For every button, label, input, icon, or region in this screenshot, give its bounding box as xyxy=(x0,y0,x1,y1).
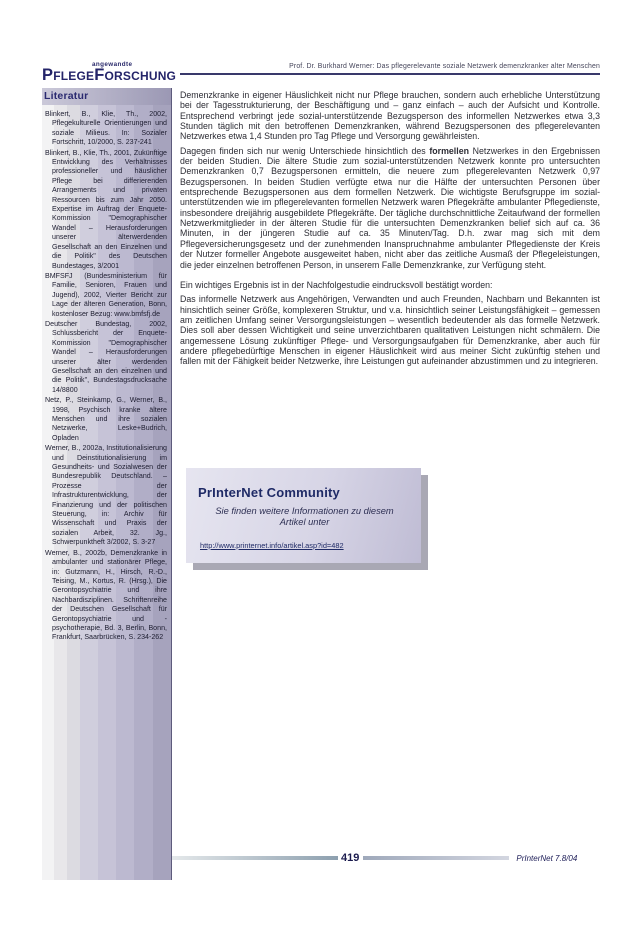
reference-entry: Netz, P., Steinkamp, G., Werner, B., 1998, Psychisch kranke ältere Menschen und ihre sozialen Netzwerke, Leske+Budrich, Opladen xyxy=(45,396,167,442)
reference-entry: Blinkert, B., Klie, Th., 2002, Pflegekulturelle Orientierungen und soziale Milieus. In: Sozialer Fortschritt, 10/2000, S. 237-241 xyxy=(45,110,167,147)
page-number: 419 xyxy=(341,851,360,864)
page-title: PflegeForschung xyxy=(42,66,177,84)
page-footer xyxy=(172,851,600,865)
paragraph-4 xyxy=(180,294,600,366)
community-article-link[interactable]: http://www.printernet.info/artikel.asp?id=482 xyxy=(200,541,344,550)
paragraph-2 xyxy=(180,146,600,270)
community-box-title: PrInterNet Community xyxy=(198,485,340,500)
running-head xyxy=(180,63,600,70)
footer-rule-right xyxy=(363,856,509,860)
reference-entry: Werner, B., 2002a, Institutionalisierung und Deinstitutionalisierung im Gesundheits- und Sozialwesen der Bundesrepublik Deutschland. – Prozesse der Infrastrukturentwicklung, der Finanzierung und der politischen Steuerung, in: Archiv für Wissenschaft und Praxis der sozialen Arbeit, 32. Jg., Schwerpunktheft 3/2002, S. 3-27 xyxy=(45,444,167,547)
reference-entry: Deutscher Bundestag, 2002, Schlussbericht der Enquete-Kommission "Demographischer Wandel – Herausforderungen unserer älter werdenden Gesellschaft an den einzelnen und die Politik", Bundestagsdrucksache 14/8800 xyxy=(45,319,167,394)
section-overline: angewandte xyxy=(92,61,133,68)
community-info-box xyxy=(186,468,421,563)
paragraph-3-text: Ein wichtiges Ergebnis ist in der Nachfolgestudie eindrucksvoll bestätigt worden: xyxy=(180,279,493,290)
running-head-text: Prof. Dr. Burkhard Werner: Das pflegerelevante soziale Netzwerk demenzkranker alter Menschen xyxy=(289,63,600,70)
footer-rule-left xyxy=(172,856,338,860)
paragraph-4-text: Das informelle Netzwerk aus Angehörigen, Verwandten und auch Freunden, Nachbarn und Bekannten ist hinsichtlich seiner Größe, komplexeren Struktur, und v.a. hinsichtlich seiner Leistungsfähigkeit – gemessen am zeitlichen Umfang seiner Versorgungsleistungen – wesentlich bedeutender als das formelle Netzwerk. Dies soll aber dessen Wichtigkeit und seine unverzichtbaren qualitativen Leistungen nicht schmälern. Die angemessene Lösung zukünftiger Pflege- und Versorgungsaufgaben für Demenzkranke, aber auch für andere pflegebedürftige Menschen in eigener Häuslichkeit wird aus meiner Sicht zukünftig stehen und fallen mit der Fähigkeit beider Netzwerke, ihre Leistungen gut aufeinander abzustimmen und zu integrieren. xyxy=(180,294,600,367)
paragraph-3 xyxy=(180,280,600,290)
paragraph-2-text-a: Dagegen finden sich nur wenig Unterschiede hinsichtlich des xyxy=(180,145,430,156)
journal-issue-label: PrInterNet 7.8/04 xyxy=(516,853,578,863)
sidebar-heading: Literatur xyxy=(42,88,171,105)
reference-list xyxy=(42,105,171,643)
reference-entry: BMFSFJ (Bundesministerium für Familie, Senioren, Frauen und Jugend), 2002, Vierter Bericht zur Lage der älteren Generation, Bonn, kostenloser Bezug: www.bmfsfj.de xyxy=(45,271,167,318)
reference-entry: Blinkert, B., Klie, Th., 2001, Zukünftige Entwicklung des Verhältnisses professioneller und häuslicher Pflege bei differierenden Arrangements und privaten Ressourcen bis zum Jahr 2050. Expertise im Auftrag der Enquete-Kommission "Demographischer Wandel – Herausforderungen unserer älterwerdenden Gesellschaft an den Einzelnen und die Politik" des Deutschen Bundestages, 3/2001 xyxy=(45,148,167,270)
paragraph-1 xyxy=(180,90,600,142)
paragraph-2-text-b: Netzwerkes in den Ergebnissen der beiden Studien. Die ältere Studie zum sozial-unterstützenden Netzwerk konnte pro untersuchten Demenzkranken 0,7 Bezugspersonen ermitteln, die neuere zum pflegerelevanten Netzwerk 0,97 Bezugspersonen. In beiden Studien verfügte etwa nur die Hälfte der untersuchten Personen über entsprechende Bezugspersonen aus dem formellen Netzwerk. Die wichtigste Berufsgruppe im sozial-unterstützenden wie im pflegerelevanten formellen Netzwerk waren Pflegekräfte ambulanter Pflegedienste, insbesondere dreijährig ausgebildete Pflegekräfte. Der tägliche durchschnittliche Zeitaufwand der formellen Netzwerkmitglieder in der älteren Studie für die untersuchten Demenzkranken belief sich auf ca. 36 Minuten, in der jüngeren Studie auf ca. 35 Minuten/Tag. D.h. zwar mag sich mit dem Pflegeversicherungsgesetz und der zunehmenden Inanspruchnahme ambulanter Pflegedienste der Kreis der Nutzer formeller Angebote ausgeweitet haben, nicht aber das zeitliche Ausmaß der Pflegeleistungen, die jeder einzelnen betroffenen Person, in unserem Falle Demenzkranke, zur Verfügung steht. xyxy=(180,145,600,270)
community-box-subtitle: Sie finden weitere Informationen zu diesem Artikel unter xyxy=(215,506,394,527)
paragraph-1-text: Demenzkranke in eigener Häuslichkeit nicht nur Pflege brauchen, sondern auch erhebliche Unterstützung bei der Tagesstrukturierung, der Beschäftigung und – ganz einfach – auch der Aufsicht und Kontrolle. Entsprechend verbringt jede sozial-unterstützende Bezugsperson des informellen Netzwerkes etwa 3,3 Stunden täglich mit den betroffenen Demenzkranken, während Bezugspersonen des pflegerelevanten Netzwerkes etwa 1,4 Stunden pro Tag Pflege und Versorgung gewährleisten. xyxy=(180,90,600,142)
paragraph-2-bold-term: formellen xyxy=(429,145,469,156)
header-rule xyxy=(180,73,600,75)
article-body xyxy=(180,90,600,371)
literature-sidebar xyxy=(42,88,172,880)
reference-entry: Werner, B., 2002b, Demenzkranke in ambulanter und stationärer Pflege, in: Gutzmann, H., Hirsch, R.-D., Teising, M., Kortus, R. (Hrsg.), Die Gerontopsychiatrie und ihre Nachbardisziplinen. Schriftenreihe der Deutschen Gesellschaft für Gerontopsychiatrie und -psychotherapie, Bd. 3, Berlin, Bonn, Frankfurt, Saarbrücken, S. 234-262 xyxy=(45,548,167,642)
